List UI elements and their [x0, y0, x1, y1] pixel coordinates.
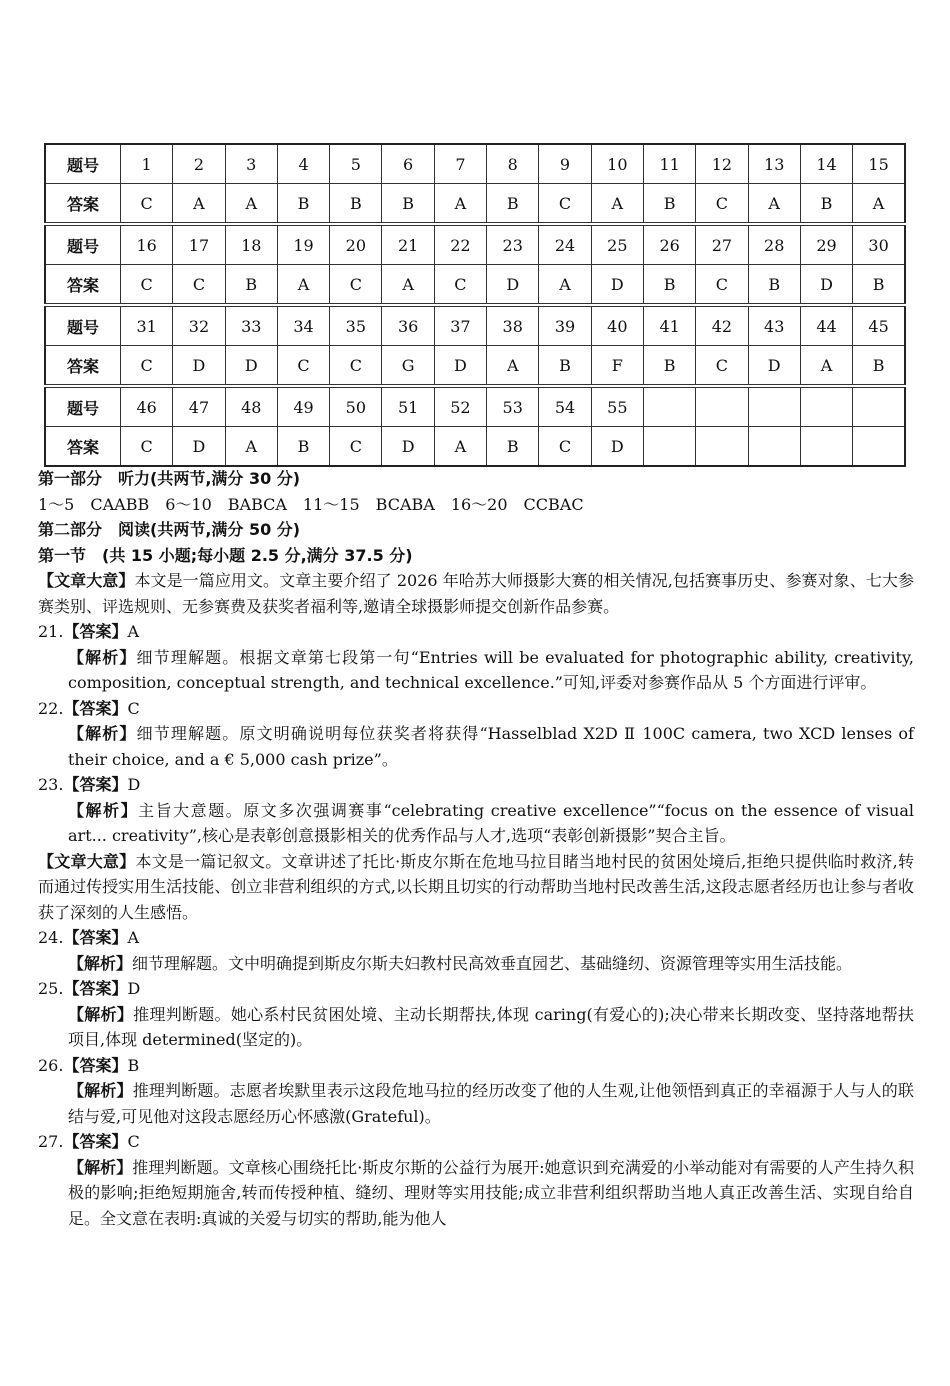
question-answer-line: 26.【答案】B — [38, 1055, 140, 1075]
passage-b-summary: 【文章大意】本文是一篇记叙文。文章讲述了托比·斯皮尔斯在危地马拉目睹当地村民的贫困处境后,拒绝只提供临时救济,转而通过传授实用生活技能、创立非营利组织的方式,以长期且切实的行动帮助当地村民改善生活,这段志愿者经历也让参与者收获了深刻的人生感悟。 — [38, 851, 914, 922]
question-number-cell: 36 — [382, 305, 434, 346]
question-number-cell: 3 — [225, 144, 277, 184]
question-number-cell: 8 — [487, 144, 539, 184]
question-number-cell — [853, 386, 905, 427]
answer-cell: G — [382, 346, 434, 387]
answer-cell — [748, 427, 800, 467]
question-number-cell: 6 — [382, 144, 434, 184]
question-number-cell: 18 — [225, 224, 277, 265]
answer-cell: A — [591, 184, 643, 225]
question-number-cell: 55 — [591, 386, 643, 427]
question-number-cell: 48 — [225, 386, 277, 427]
row-header-number: 题号 — [45, 144, 121, 184]
question-number-cell: 49 — [277, 386, 329, 427]
question-number-row — [45, 144, 905, 184]
row-header-number: 题号 — [45, 305, 121, 346]
answer-row — [45, 427, 905, 467]
answer-cell: C — [330, 427, 382, 467]
answer-key-table — [44, 143, 906, 467]
question-answer-line: 27.【答案】C — [38, 1132, 140, 1151]
row-header-answer: 答案 — [45, 346, 121, 387]
question-number-cell: 29 — [800, 224, 852, 265]
question-number-cell: 2 — [173, 144, 225, 184]
answer-cell — [853, 427, 905, 467]
question-number-cell: 39 — [539, 305, 591, 346]
question-answer-line: 22.【答案】C — [38, 698, 140, 718]
answer-cell: B — [643, 184, 695, 225]
answer-cell: A — [225, 184, 277, 225]
answer-cell: C — [173, 265, 225, 306]
answer-cell: C — [696, 265, 748, 306]
questions-a — [38, 619, 914, 849]
answer-cell: B — [539, 346, 591, 387]
question-number-cell: 51 — [382, 386, 434, 427]
answer-cell: B — [330, 184, 382, 225]
answer-cell: C — [696, 346, 748, 387]
answer-cell: D — [382, 427, 434, 467]
section1-title: 第一节 (共 15 小题;每小题 2.5 分,满分 37.5 分) — [38, 545, 413, 565]
answer-cell: C — [277, 346, 329, 387]
answer-cell: B — [643, 265, 695, 306]
answer-cell: A — [487, 346, 539, 387]
row-header-number: 题号 — [45, 386, 121, 427]
answer-cell: D — [173, 427, 225, 467]
answer-cell: C — [539, 427, 591, 467]
question-number-cell: 10 — [591, 144, 643, 184]
question-number-cell: 1 — [121, 144, 173, 184]
answer-cell: D — [487, 265, 539, 306]
answer-cell: C — [434, 265, 486, 306]
answer-cell: D — [748, 346, 800, 387]
answer-explanations — [38, 466, 914, 1231]
question-number-cell: 53 — [487, 386, 539, 427]
question-answer-line: 21.【答案】A — [38, 622, 140, 641]
question-analysis: 【解析】推理判断题。她心系村民贫困处境、主动长期帮扶,体现 caring(有爱心的);决心带来长期改变、坚持落地帮扶项目,体现 determined(坚定的)。 — [68, 1004, 914, 1049]
answer-cell: D — [434, 346, 486, 387]
answer-row — [45, 265, 905, 306]
question-number-cell: 13 — [748, 144, 800, 184]
question-number-cell: 24 — [539, 224, 591, 265]
question-number-cell: 16 — [121, 224, 173, 265]
answer-cell: B — [382, 184, 434, 225]
question-number-cell — [800, 386, 852, 427]
answer-cell: B — [487, 427, 539, 467]
question-number-cell: 32 — [173, 305, 225, 346]
question-number-cell: 27 — [696, 224, 748, 265]
answer-cell: A — [853, 184, 905, 225]
answer-cell: A — [434, 427, 486, 467]
answer-cell: C — [121, 427, 173, 467]
answer-cell: B — [853, 346, 905, 387]
answer-cell: A — [748, 184, 800, 225]
question-number-cell: 38 — [487, 305, 539, 346]
question-analysis: 【解析】细节理解题。根据文章第七段第一句“Entries will be evaluated for photographic ability, creativity, composition, conceptual strength, and technical excellence.”可知,评委对参赛作品从 5 个方面进行评审。 — [68, 647, 914, 692]
question-analysis: 【解析】推理判断题。文章核心围绕托比·斯皮尔斯的公益行为展开:她意识到充满爱的小举动能对有需要的人产生持久积极的影响;拒绝短期施舍,转而传授种植、缝纫、理财等实用技能;成立非营利组织帮助当地人真正改善生活、实现自给自足。全文意在表明:真诚的关爱与切实的帮助,能为他人 — [68, 1157, 914, 1228]
answer-row — [45, 184, 905, 225]
answer-cell — [800, 427, 852, 467]
question-number-cell: 34 — [277, 305, 329, 346]
part1-title: 第一部分 听力(共两节,满分 30 分) — [38, 469, 301, 488]
question-number-row — [45, 224, 905, 265]
question-number-cell: 17 — [173, 224, 225, 265]
question-number-row — [45, 386, 905, 427]
row-header-answer: 答案 — [45, 265, 121, 306]
question-analysis: 【解析】主旨大意题。原文多次强调赛事“celebrating creative excellence”“focus on the essence of visual art... creativity”,核心是表彰创意摄影相关的优秀作品与人才,选项“表彰创新摄影”契合主旨。 — [68, 800, 914, 845]
question-number-cell: 19 — [277, 224, 329, 265]
answer-cell: B — [853, 265, 905, 306]
question-number-cell: 44 — [800, 305, 852, 346]
question-number-cell: 35 — [330, 305, 382, 346]
answer-cell: A — [225, 427, 277, 467]
question-number-cell: 4 — [277, 144, 329, 184]
question-number-cell: 54 — [539, 386, 591, 427]
answer-cell — [643, 427, 695, 467]
question-number-cell: 46 — [121, 386, 173, 427]
answer-cell: B — [748, 265, 800, 306]
question-number-cell: 11 — [643, 144, 695, 184]
question-number-cell: 40 — [591, 305, 643, 346]
answer-cell: A — [800, 346, 852, 387]
question-analysis: 【解析】推理判断题。志愿者埃默里表示这段危地马拉的经历改变了他的人生观,让他领悟到真正的幸福源于人与人的联结与爱,可见他对这段志愿经历心怀感激(Grateful)。 — [68, 1081, 914, 1126]
part1-answers: 1～5 CAABB 6～10 BABCA 11～15 BCABA 16～20 CCBAC — [38, 494, 584, 514]
row-header-answer: 答案 — [45, 184, 121, 225]
questions-b — [38, 925, 914, 1231]
answer-cell: A — [173, 184, 225, 225]
answer-cell: B — [487, 184, 539, 225]
answer-cell: C — [121, 346, 173, 387]
question-number-cell: 28 — [748, 224, 800, 265]
question-number-cell: 43 — [748, 305, 800, 346]
question-number-cell: 12 — [696, 144, 748, 184]
question-number-cell: 25 — [591, 224, 643, 265]
answer-cell: F — [591, 346, 643, 387]
question-number-cell: 42 — [696, 305, 748, 346]
question-analysis: 【解析】细节理解题。文中明确提到斯皮尔斯夫妇教村民高效垂直园艺、基础缝纫、资源管理等实用生活技能。 — [68, 953, 853, 973]
question-number-cell: 52 — [434, 386, 486, 427]
question-number-cell: 37 — [434, 305, 486, 346]
answer-cell: D — [173, 346, 225, 387]
question-number-cell — [748, 386, 800, 427]
question-number-cell: 26 — [643, 224, 695, 265]
row-header-answer: 答案 — [45, 427, 121, 467]
question-number-cell: 41 — [643, 305, 695, 346]
question-number-cell: 45 — [853, 305, 905, 346]
answer-cell: D — [800, 265, 852, 306]
question-number-cell: 20 — [330, 224, 382, 265]
row-header-number: 题号 — [45, 224, 121, 265]
answer-cell: B — [277, 184, 329, 225]
answer-cell: A — [539, 265, 591, 306]
question-number-cell: 47 — [173, 386, 225, 427]
question-number-cell: 21 — [382, 224, 434, 265]
answer-cell: B — [643, 346, 695, 387]
answer-cell: D — [591, 265, 643, 306]
question-number-cell: 30 — [853, 224, 905, 265]
part2-title: 第二部分 阅读(共两节,满分 50 分) — [38, 520, 301, 539]
question-number-cell: 50 — [330, 386, 382, 427]
question-number-cell — [643, 386, 695, 427]
question-number-cell: 9 — [539, 144, 591, 184]
question-number-cell: 5 — [330, 144, 382, 184]
question-answer-line: 23.【答案】D — [38, 775, 141, 794]
answer-cell: D — [225, 346, 277, 387]
question-number-cell: 33 — [225, 305, 277, 346]
question-analysis: 【解析】细节理解题。原文明确说明每位获奖者将获得“Hasselblad X2D Ⅱ 100C camera, two XCD lenses of their choice, and a € 5,000 cash prize”。 — [68, 724, 914, 769]
answer-cell: A — [434, 184, 486, 225]
question-answer-line: 25.【答案】D — [38, 979, 141, 998]
answer-cell: A — [277, 265, 329, 306]
answer-cell: B — [225, 265, 277, 306]
answer-cell: B — [277, 427, 329, 467]
answer-cell — [696, 427, 748, 467]
answer-cell: D — [591, 427, 643, 467]
question-number-cell: 15 — [853, 144, 905, 184]
answer-cell: C — [330, 346, 382, 387]
answer-cell: C — [121, 265, 173, 306]
answer-cell: C — [539, 184, 591, 225]
question-number-cell: 14 — [800, 144, 852, 184]
question-number-cell: 31 — [121, 305, 173, 346]
question-number-cell: 22 — [434, 224, 486, 265]
answer-row — [45, 346, 905, 387]
answer-cell: A — [382, 265, 434, 306]
answer-cell: C — [121, 184, 173, 225]
question-number-cell: 7 — [434, 144, 486, 184]
answer-cell: B — [800, 184, 852, 225]
question-number-cell — [696, 386, 748, 427]
question-number-row — [45, 305, 905, 346]
answer-cell: C — [330, 265, 382, 306]
question-number-cell: 23 — [487, 224, 539, 265]
answer-cell: C — [696, 184, 748, 225]
question-answer-line: 24.【答案】A — [38, 928, 140, 947]
passage-a-summary: 【文章大意】本文是一篇应用文。文章主要介绍了 2026 年哈苏大师摄影大赛的相关情况,包括赛事历史、参赛对象、七大参赛类别、评选规则、无参赛费及获奖者福利等,邀请全球摄影师提交创新作品参赛。 — [38, 571, 914, 616]
